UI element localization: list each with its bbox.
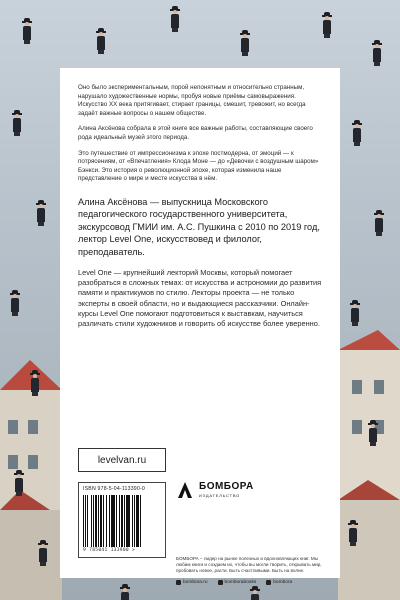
- instagram-icon: [218, 580, 223, 585]
- figure: [372, 40, 382, 66]
- publisher-subtitle: ИЗДАТЕЛЬСТВО: [199, 493, 241, 498]
- figure: [14, 470, 24, 496]
- figure: [240, 30, 250, 56]
- figure: [322, 12, 332, 38]
- houses-left: [0, 360, 62, 600]
- figure: [22, 18, 32, 44]
- publisher-name: БОМБОРА: [199, 481, 254, 492]
- isbn-barcode-box: [78, 482, 166, 558]
- social-telegram: [266, 580, 292, 585]
- social-label: bomborabooks: [224, 580, 257, 585]
- isbn-label: ISBN 978-5-04-113390-0: [83, 486, 145, 492]
- social-label: bombora.ru: [183, 580, 208, 585]
- bombora-logo-icon: [176, 480, 194, 500]
- figure: [350, 300, 360, 326]
- figure: [348, 520, 358, 546]
- figure: [36, 200, 46, 226]
- intro-paragraph-2: Алина Аксёнова собрала в этой книге все важные работы, составляющие своего рода идеальный музей этого периода.: [78, 125, 313, 141]
- intro-paragraph-3: Это путешествие от импрессионизма к эпохе постмодерна, от эмоций — к потрясениям, от «Впечатления» Клода Моне — до «Девочки с воздушным шаром» Бэнкси. Это история о революционной эпохе, которая изменила наше представление о мире и месте искусства в нём.: [78, 149, 319, 183]
- back-cover-text-panel: [60, 68, 340, 585]
- social-label: bombora: [273, 580, 293, 585]
- publisher-socials: [176, 580, 326, 585]
- figure: [30, 370, 40, 396]
- level-one-description: Level One — крупнейший лекторий Москвы, который помогает разобраться в сложных темах: от искусства и астрономии до развития памяти и практикумов по стилю. Лекторы проекта — не только эксперты в своей области, но и выдающиеся рассказчики. Онлайн-курсы Level One помогают подготовиться к выставкам, научиться различать стили художников и говорить об искусстве более уверенно.: [78, 267, 322, 328]
- social-vk: [176, 580, 208, 585]
- houses-right: [338, 330, 400, 600]
- figure: [12, 110, 22, 136]
- intro-paragraph-1: Оно было экспериментальным, порой непонятным и относительно странным, нарушало художественные нормы, пробуя новые приёмы самовыражения. Искусство XX века притягивает, стирает границы, смешит, тревожит, но всегда задаёт важные вопросы о нашем обществе.: [78, 84, 306, 117]
- barcode-digits: 9 785041 133900 >: [83, 548, 136, 553]
- figure: [10, 290, 20, 316]
- figure: [96, 28, 106, 54]
- website-label: levelvan.ru: [97, 454, 147, 466]
- social-instagram: [218, 580, 257, 585]
- publisher-tagline: БОМБОРА – лидер на рынке полезных и вдохновляющих книг. Мы любим книги и создаем их, чтобы вы могли творить, открывать мир, пробовать новое, расти. Быть счастливыми. Быть на волне.: [176, 556, 322, 573]
- figure: [368, 420, 378, 446]
- website-box: [78, 448, 166, 472]
- figure: [38, 540, 48, 566]
- vk-icon: [176, 580, 181, 585]
- figure: [374, 210, 384, 236]
- author-bio: Алина Аксёнова — выпускница Московского педагогического государственного университета, экскурсовод ГМИИ им. А.С. Пушкина с 2010 по 2019 год, лектор Level One, искусствовед и филолог, преподаватель.: [78, 196, 320, 257]
- barcode: [83, 495, 161, 547]
- telegram-icon: [266, 580, 271, 585]
- figure: [120, 584, 130, 600]
- figure: [250, 586, 260, 600]
- publisher-header: [176, 480, 326, 500]
- publisher-block: [176, 480, 326, 585]
- figure: [170, 6, 180, 32]
- figure: [352, 120, 362, 146]
